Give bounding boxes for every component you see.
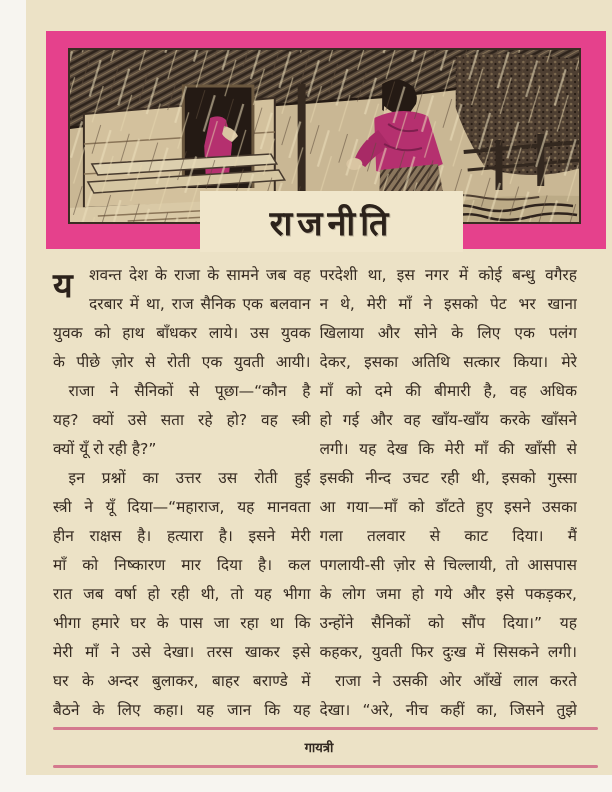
text-line: बैठने के लिए कहा। यह जान कि यह	[53, 701, 311, 719]
text-line: दरबार में था, राज सैनिक एक बलवान	[89, 295, 311, 313]
text-line: भीगा हमारे घर के पास जा रहा था कि	[53, 614, 311, 632]
story-title-box	[200, 191, 463, 252]
text-line: इन प्रश्नों का उत्तर उस रोती हुई	[53, 469, 311, 487]
story-title: राजनीति	[269, 203, 394, 244]
text-line: स्त्री ने यूँ दिया—“महाराज, यह मानवता	[53, 498, 311, 516]
text-line: लगी। यह देख कि मेरी माँ की खाँसी से	[319, 440, 577, 458]
text-line: माँ को दमे की बीमारी है, वह अधिक	[319, 382, 577, 400]
text-line: राजा ने सैनिकों से पूछा—“कौन है	[53, 382, 311, 400]
text-line: क्यों यूँ रो रही है?”	[53, 440, 157, 458]
text-line: उन्होंने सैनिकों को सौंप दिया।” यह	[319, 614, 577, 632]
text-line: देकर, इसका अतिथि सत्कार किया। मेरे	[319, 353, 577, 371]
text-line: हीन राक्षस है। हत्यारा है। इसने मेरी	[53, 527, 311, 545]
footer-rule-top	[53, 727, 598, 730]
story-text	[53, 261, 577, 725]
text-line: कहकर, युवती फिर दुःख में सिसकने लगी।	[319, 643, 577, 661]
text-line: परदेशी था, इस नगर में कोई बन्धु वगैरह	[319, 266, 577, 284]
text-line: न थे, मेरी माँ ने इसको पेट भर खाना	[319, 295, 577, 313]
text-line: हो गई और वह खाँय-खाँय करके खाँसने	[319, 411, 577, 429]
text-line: यह? क्यों उसे सता रहे हो? वह स्त्री	[53, 411, 311, 429]
text-line: पगलायी-सी ज़ोर से चिल्लायी, तो आसपास	[319, 556, 577, 574]
text-line: गला तलवार से काट दिया। मैं	[319, 527, 577, 545]
text-column-left	[53, 261, 311, 725]
text-line: रात जब वर्षा हो रही थी, तो यह भीगा	[53, 585, 311, 603]
text-line: युवक को हाथ बाँधकर लाये। उस युवक	[53, 324, 311, 342]
magazine-name: गायत्री	[304, 741, 334, 756]
text-line: खिलाया और सोने के लिए एक पलंग	[319, 324, 577, 342]
text-line: घर के अन्दर बुलाकर, बाहर बराण्डे में	[53, 672, 311, 690]
text-line: माँ को निष्कारण मार दिया है। कल	[53, 556, 311, 574]
text-line: राजा ने उसकी ओर आँखें लाल करते	[319, 672, 577, 690]
text-line: देखा। “अरे, नीच कहीं का, जिसने तुझे	[319, 701, 577, 719]
text-line: के लोग जमा हो गये और इसे पकड़कर,	[319, 585, 577, 603]
text-line: के पीछे ज़ोर से रोती एक युवती आयी।	[53, 353, 311, 371]
text-line: शवन्त देश के राजा के सामने जब वह	[89, 266, 311, 284]
text-line: मेरी माँ ने उसे देखा। तरस खाकर इसे	[53, 643, 311, 661]
footer-rule-bottom	[53, 765, 598, 768]
text-column-right	[320, 261, 578, 725]
text-line: आ गया—माँ को डाँटते हुए इसने उसका	[319, 498, 577, 516]
drop-cap: य	[53, 266, 73, 306]
text-line: इसकी नीन्द उचट रही थी, इसको गुस्सा	[319, 469, 577, 487]
magazine-page	[26, 0, 612, 775]
